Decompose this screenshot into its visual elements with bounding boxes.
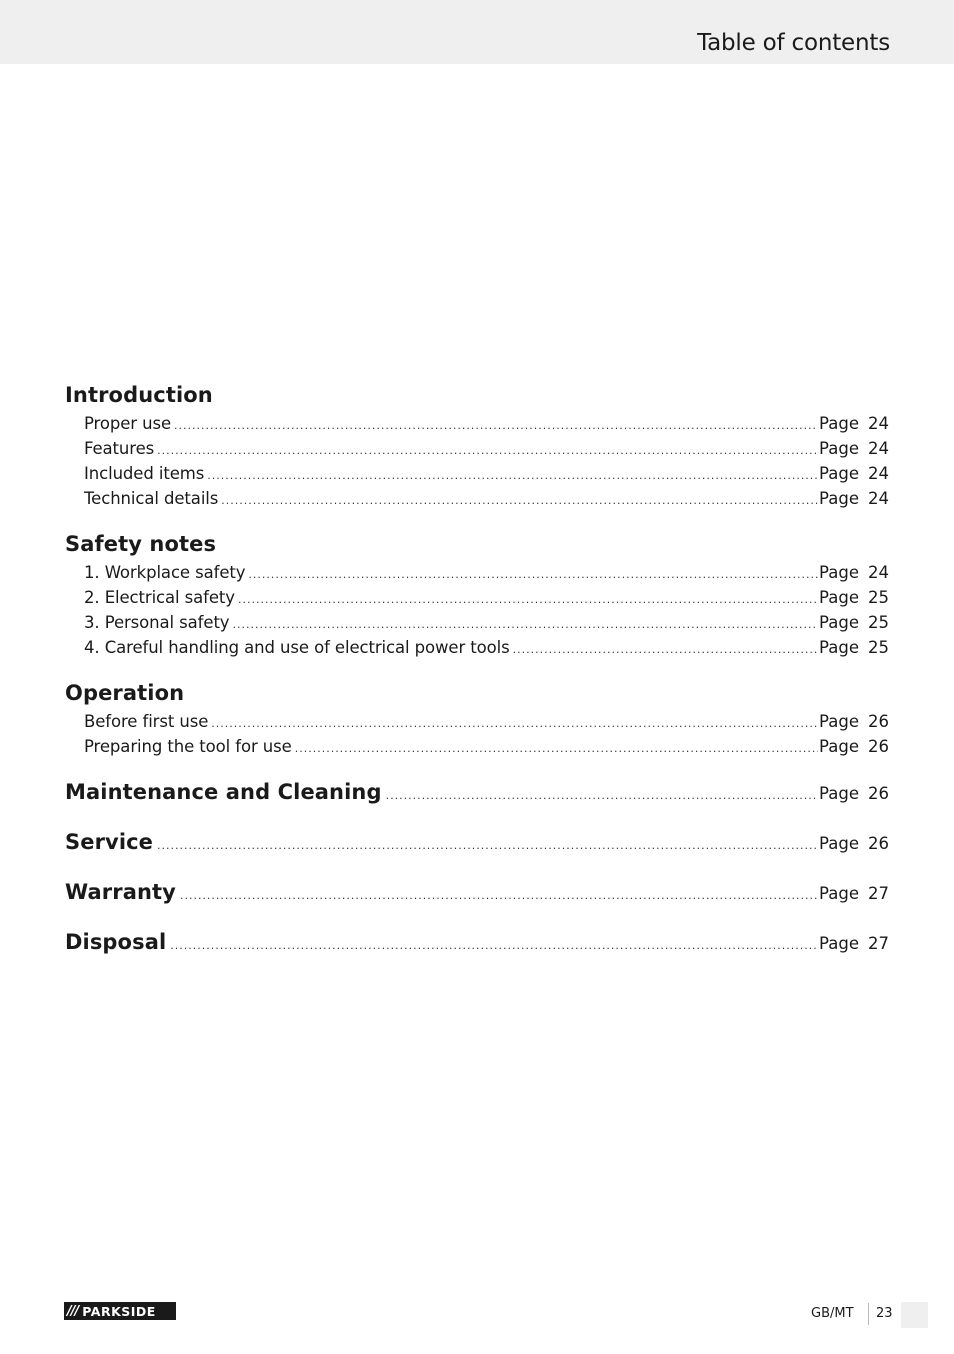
toc-entry[interactable] — [65, 613, 889, 638]
logo-text: PARKSIDE — [82, 1303, 156, 1319]
toc-entry[interactable] — [65, 737, 889, 762]
region-code: GB/MT — [811, 1306, 854, 1321]
toc-entry-page: Page 24 — [819, 439, 889, 458]
dot-leader — [386, 789, 818, 802]
toc-entry-page: Page 24 — [819, 489, 889, 508]
toc-section-safety-notes — [65, 532, 889, 663]
toc-entry-page: Page 25 — [819, 638, 889, 657]
dot-leader — [513, 643, 818, 656]
section-heading: Maintenance and Cleaning — [65, 780, 382, 804]
toc-entry-page: Page 25 — [819, 613, 889, 632]
table-of-contents — [65, 383, 889, 980]
toc-entry-page: Page 25 — [819, 588, 889, 607]
toc-entry-page: Page 26 — [819, 737, 889, 756]
toc-entry[interactable] — [65, 563, 889, 588]
section-heading-row — [65, 930, 889, 955]
footer-divider — [868, 1303, 869, 1325]
logo-slashes: /// — [67, 1303, 79, 1319]
section-heading-row — [65, 681, 889, 712]
toc-section-service[interactable] — [65, 830, 889, 855]
toc-entry-page: Page 26 — [819, 712, 889, 731]
toc-entry[interactable] — [65, 439, 889, 464]
section-heading-row — [65, 532, 889, 563]
toc-entry-label: Included items — [84, 464, 205, 483]
toc-entry-label: Before first use — [84, 712, 209, 731]
dot-leader — [157, 839, 818, 852]
page-number: 23 — [876, 1306, 893, 1321]
toc-entry-label: Preparing the tool for use — [84, 737, 292, 756]
toc-entry-label: 3. Personal safety — [84, 613, 230, 632]
toc-entry-page: Page 24 — [819, 563, 889, 582]
toc-section-operation — [65, 681, 889, 762]
toc-entry-page: Page 24 — [819, 464, 889, 483]
toc-entry[interactable] — [65, 638, 889, 663]
section-heading: Operation — [65, 681, 185, 705]
toc-section-introduction — [65, 383, 889, 514]
dot-leader — [207, 469, 818, 482]
section-heading-row — [65, 880, 889, 905]
toc-entry[interactable] — [65, 464, 889, 489]
section-heading-row — [65, 780, 889, 805]
section-heading: Disposal — [65, 930, 167, 954]
toc-entry-page: Page 26 — [819, 834, 889, 853]
dot-leader — [211, 717, 818, 730]
toc-entry[interactable] — [65, 414, 889, 439]
toc-section-maintenance[interactable] — [65, 780, 889, 805]
toc-section-disposal[interactable] — [65, 930, 889, 955]
dot-leader — [157, 444, 818, 457]
toc-entry-label: 4. Careful handling and use of electrical power tools — [84, 638, 510, 657]
dot-leader — [170, 939, 818, 952]
dot-leader — [174, 419, 818, 432]
dot-leader — [248, 568, 818, 581]
page-title: Table of contents — [697, 30, 890, 56]
dot-leader — [221, 494, 818, 507]
section-heading: Introduction — [65, 383, 213, 407]
dot-leader — [295, 742, 818, 755]
section-heading: Service — [65, 830, 154, 854]
toc-section-warranty[interactable] — [65, 880, 889, 905]
toc-entry-label: Proper use — [84, 414, 172, 433]
toc-entry-label: 1. Workplace safety — [84, 563, 246, 582]
dot-leader — [238, 593, 818, 606]
parkside-logo — [64, 1302, 176, 1320]
dot-leader — [232, 618, 818, 631]
dot-leader — [180, 889, 818, 902]
toc-entry-label: 2. Electrical safety — [84, 588, 235, 607]
toc-entry[interactable] — [65, 489, 889, 514]
toc-entry[interactable] — [65, 712, 889, 737]
toc-entry-page: Page 24 — [819, 414, 889, 433]
section-heading: Warranty — [65, 880, 176, 904]
toc-entry-label: Technical details — [84, 489, 219, 508]
toc-entry[interactable] — [65, 588, 889, 613]
section-heading: Safety notes — [65, 532, 217, 556]
toc-entry-label: Features — [84, 439, 155, 458]
toc-entry-page: Page 27 — [819, 934, 889, 953]
toc-entry-page: Page 27 — [819, 884, 889, 903]
toc-entry-page: Page 26 — [819, 784, 889, 803]
footer-tab-box — [901, 1302, 928, 1328]
section-heading-row — [65, 830, 889, 855]
section-heading-row — [65, 383, 889, 414]
